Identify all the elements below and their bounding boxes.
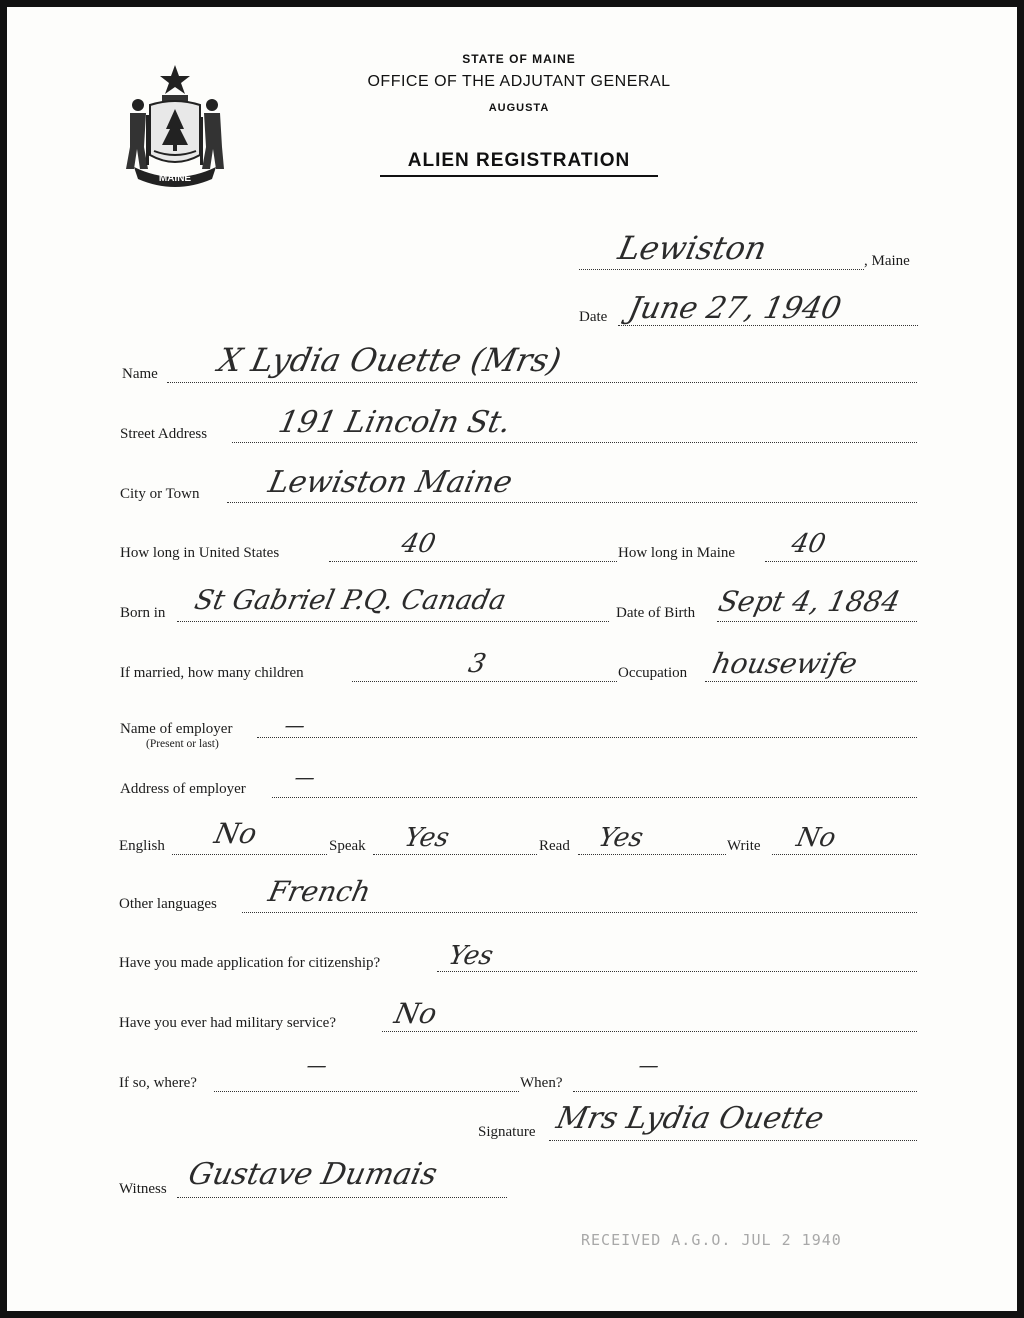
military-label: Have you ever had military service? bbox=[119, 1015, 336, 1031]
employer-label: Name of employer bbox=[120, 721, 233, 737]
location-line bbox=[579, 269, 864, 270]
received-stamp: RECEIVED A.G.O. JUL 2 1940 bbox=[581, 1231, 842, 1249]
header-state: STATE OF MAINE bbox=[462, 52, 576, 66]
location-value[interactable]: Lewiston bbox=[614, 229, 771, 267]
read-label: Read bbox=[539, 838, 570, 854]
witness-line bbox=[177, 1197, 507, 1198]
when-value[interactable]: — bbox=[636, 1053, 662, 1077]
dob-value[interactable]: Sept 4, 1884 bbox=[715, 585, 904, 618]
city-value[interactable]: Lewiston Maine bbox=[265, 465, 516, 500]
citizenship-value[interactable]: Yes bbox=[445, 941, 496, 971]
dob-line bbox=[717, 621, 917, 622]
children-value[interactable]: 3 bbox=[465, 649, 489, 679]
street-label: Street Address bbox=[120, 426, 208, 442]
employer-address-value[interactable]: — bbox=[292, 765, 318, 789]
signature-line bbox=[549, 1140, 917, 1141]
write-label: Write bbox=[727, 838, 761, 854]
employer-address-label: Address of employer bbox=[120, 781, 246, 797]
signature-value[interactable]: Mrs Lydia Ouette bbox=[553, 1101, 827, 1136]
witness-value[interactable]: Gustave Dumais bbox=[185, 1157, 441, 1192]
date-value[interactable]: June 27, 1940 bbox=[625, 291, 845, 326]
english-label: English bbox=[119, 838, 165, 854]
name-label: Name bbox=[122, 366, 158, 382]
when-label: When? bbox=[520, 1075, 563, 1091]
seal-text: MAINE bbox=[158, 173, 192, 184]
speak-line bbox=[373, 854, 537, 855]
other-languages-line bbox=[242, 912, 917, 913]
employer-sublabel: (Present or last) bbox=[146, 738, 219, 750]
born-in-line bbox=[177, 621, 609, 622]
where-label: If so, where? bbox=[119, 1075, 197, 1091]
children-label: If married, how many children bbox=[120, 665, 304, 681]
other-languages-value[interactable]: French bbox=[265, 875, 374, 908]
english-line bbox=[172, 854, 327, 855]
occupation-line bbox=[705, 681, 917, 682]
city-line bbox=[227, 502, 917, 503]
read-line bbox=[578, 854, 726, 855]
speak-label: Speak bbox=[329, 838, 366, 854]
born-in-value[interactable]: St Gabriel P.Q. Canada bbox=[191, 585, 509, 616]
how-long-us-value[interactable]: 40 bbox=[398, 529, 439, 559]
military-value[interactable]: No bbox=[391, 997, 440, 1030]
header-city: AUGUSTA bbox=[488, 102, 550, 114]
speak-value[interactable]: Yes bbox=[401, 823, 452, 853]
write-line bbox=[772, 854, 917, 855]
employer-address-line bbox=[272, 797, 917, 798]
military-line bbox=[382, 1031, 917, 1032]
how-long-us-line bbox=[329, 561, 617, 562]
city-label: City or Town bbox=[120, 486, 200, 502]
date-label: Date bbox=[579, 309, 608, 325]
occupation-value[interactable]: housewife bbox=[709, 647, 861, 680]
write-value[interactable]: No bbox=[793, 823, 839, 853]
other-languages-label: Other languages bbox=[119, 896, 217, 912]
name-line bbox=[167, 382, 917, 383]
how-long-us-label: How long in United States bbox=[120, 545, 280, 561]
street-line bbox=[232, 442, 917, 443]
name-value[interactable]: X Lydia Ouette (Mrs) bbox=[214, 341, 565, 379]
children-line bbox=[352, 681, 617, 682]
citizenship-line bbox=[437, 971, 917, 972]
where-line bbox=[214, 1091, 519, 1092]
where-value[interactable]: — bbox=[304, 1053, 330, 1077]
occupation-label: Occupation bbox=[618, 665, 688, 681]
title-underline bbox=[380, 175, 658, 177]
how-long-maine-line bbox=[765, 561, 917, 562]
employer-value[interactable]: — bbox=[282, 713, 308, 737]
english-value[interactable]: No bbox=[211, 817, 260, 850]
employer-line bbox=[257, 737, 917, 738]
read-value[interactable]: Yes bbox=[595, 823, 646, 853]
street-value[interactable]: 191 Lincoln St. bbox=[275, 405, 514, 440]
signature-label: Signature bbox=[478, 1124, 536, 1140]
when-line bbox=[573, 1091, 917, 1092]
header-office: OFFICE OF THE ADJUTANT GENERAL bbox=[367, 73, 671, 90]
dob-label: Date of Birth bbox=[616, 605, 696, 621]
location-suffix: , Maine bbox=[864, 253, 910, 269]
born-in-label: Born in bbox=[120, 605, 166, 621]
how-long-maine-value[interactable]: 40 bbox=[788, 529, 829, 559]
witness-label: Witness bbox=[119, 1181, 167, 1197]
how-long-maine-label: How long in Maine bbox=[618, 545, 736, 561]
form-title: ALIEN REGISTRATION bbox=[407, 150, 631, 171]
citizenship-label: Have you made application for citizenship? bbox=[119, 955, 381, 971]
